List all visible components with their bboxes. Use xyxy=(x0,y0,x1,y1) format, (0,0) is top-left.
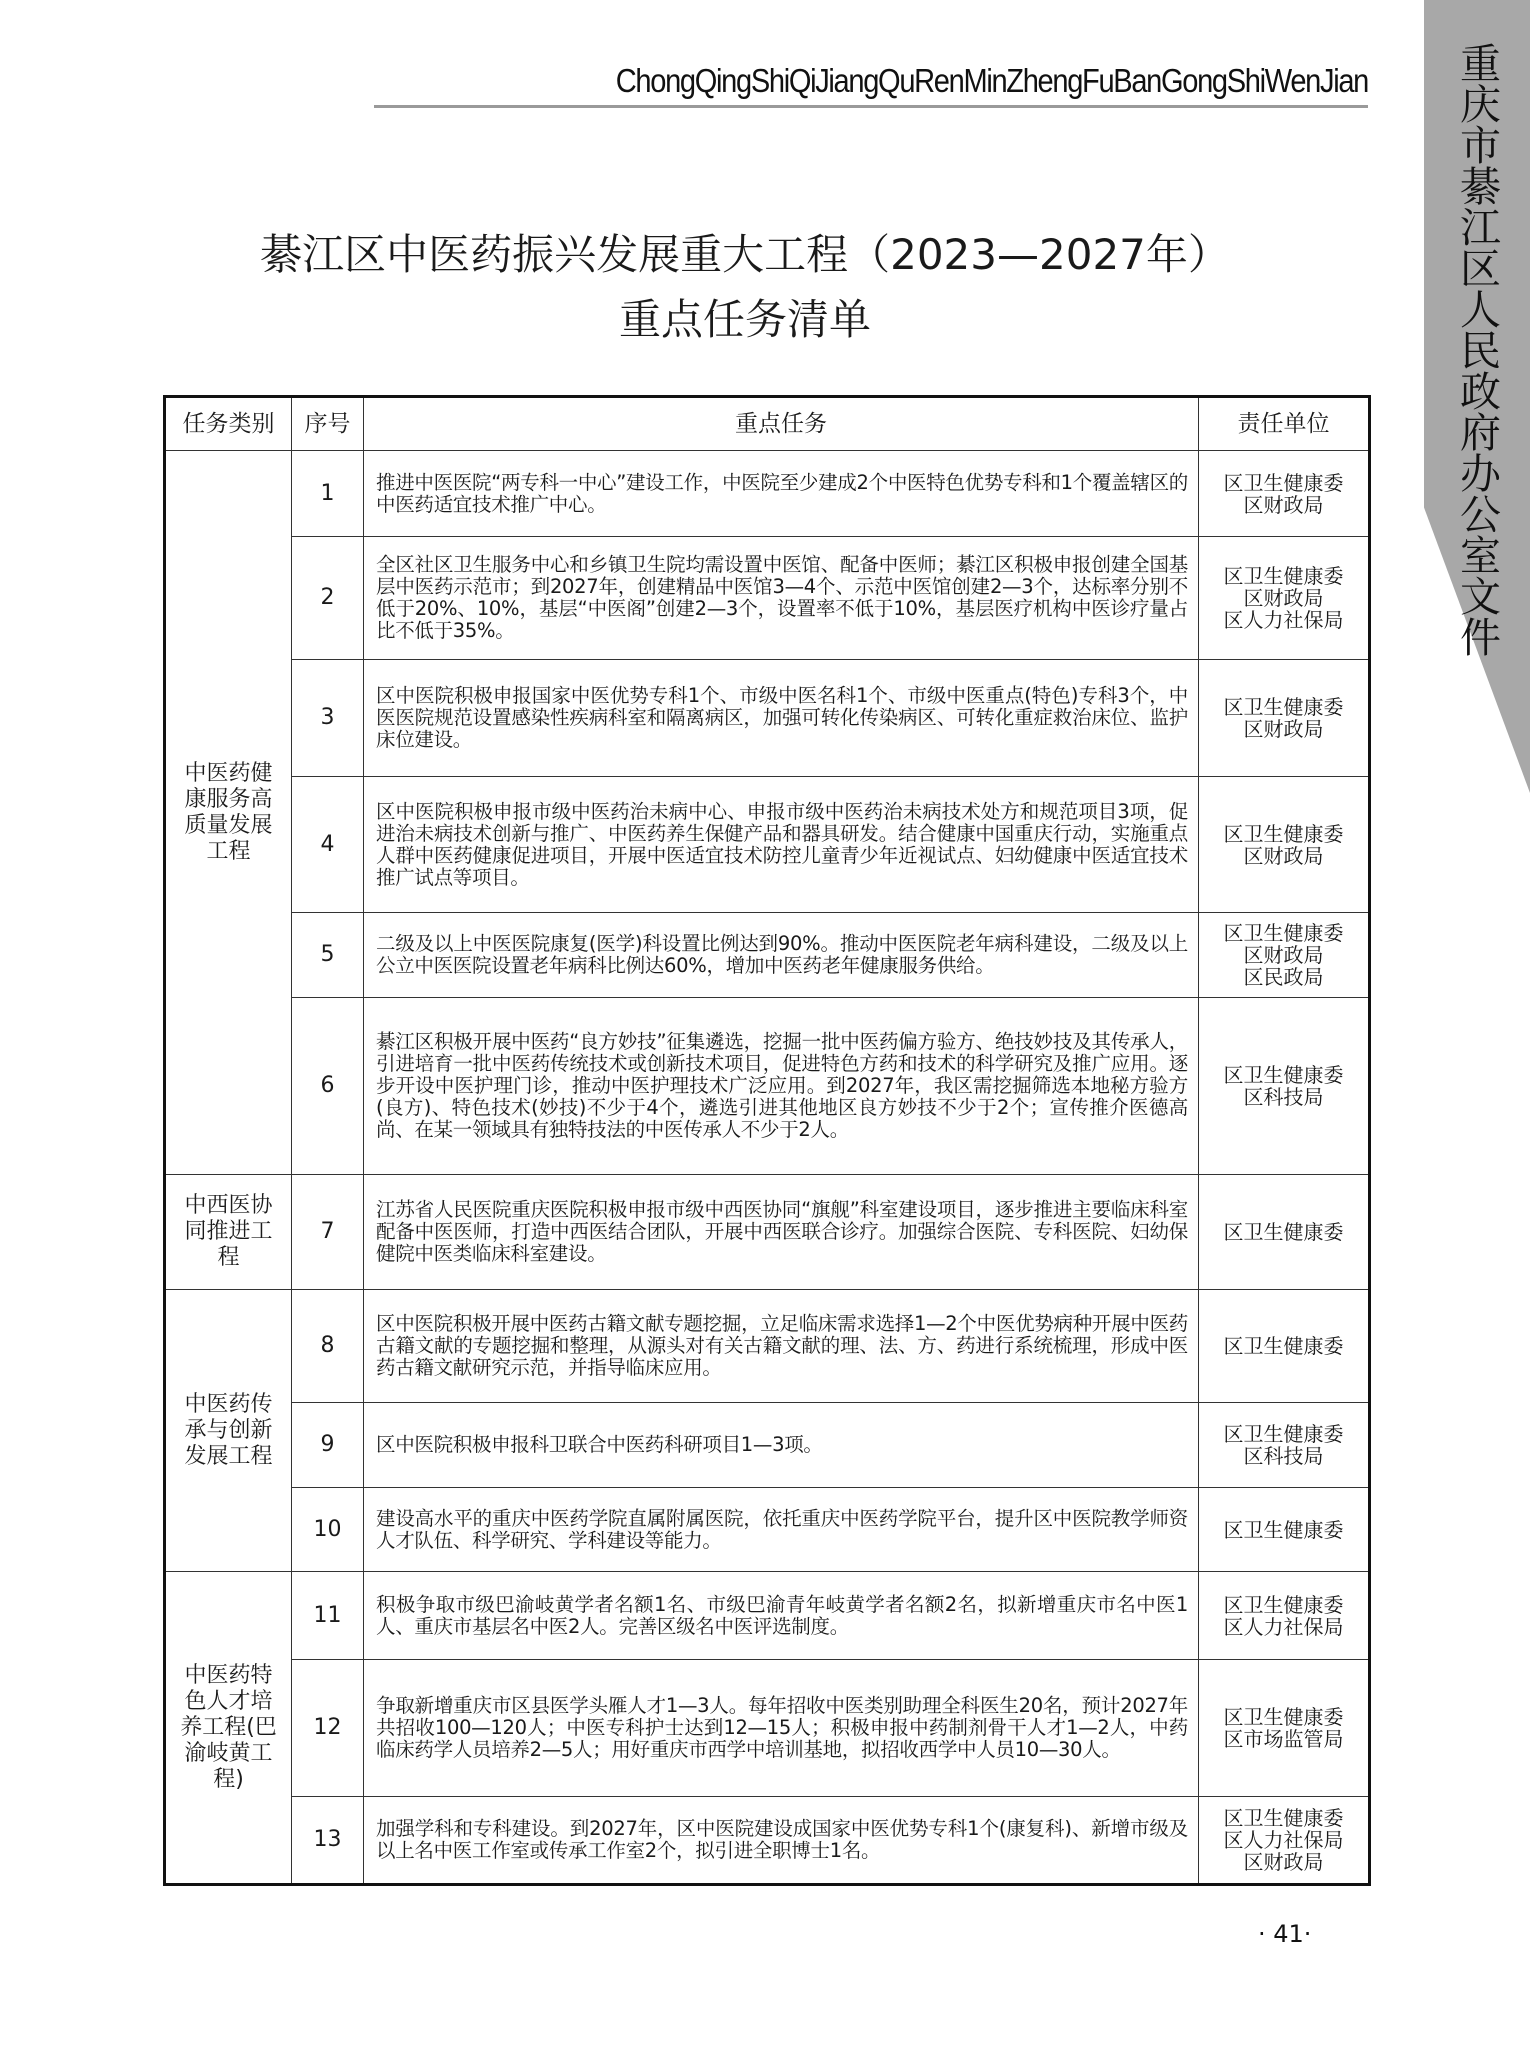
header-task: 重点任务 xyxy=(364,397,1199,451)
responsible-units xyxy=(1199,1488,1370,1572)
table-row xyxy=(165,1797,1370,1885)
table-row xyxy=(165,998,1370,1175)
category-cell: 中医药健康服务高质量发展工程 xyxy=(165,451,292,1175)
task-text: 推进中医医院“两专科一中心”建设工作，中医院至少建成2个中医特色优势专科和1个覆盖辖区的中医药适宜技术推广中心。 xyxy=(364,451,1199,537)
table-row xyxy=(165,1290,1370,1403)
unit: 区卫生健康委 xyxy=(1223,1806,1344,1830)
category-cell: 中医药特色人才培养工程(巴渝岐黄工程) xyxy=(165,1572,292,1885)
unit: 区财政局 xyxy=(1243,586,1324,610)
unit: 区财政局 xyxy=(1243,1850,1324,1874)
task-text: 争取新增重庆市区县医学头雁人才1—3人。每年招收中医类别助理全科医生20名，预计2027年共招收100—120人；中医专科护士达到12—15人；积极申报中药制剂骨干人才1—2人，中药临床药学人员培养2—5人；用好重庆市西学中培训基地，拟招收西学中人员10—30人。 xyxy=(364,1660,1199,1797)
task-text: 区中医院积极开展中医药古籍文献专题挖掘，立足临床需求选择1—2个中医优势病种开展中医药古籍文献的专题挖掘和整理，从源头对有关古籍文献的理、法、方、药进行系统梳理，形成中医药古籍文献研究示范，并指导临床应用。 xyxy=(364,1290,1199,1403)
unit: 区卫生健康委 xyxy=(1223,564,1344,588)
unit: 区财政局 xyxy=(1243,943,1324,967)
category-cell: 中西医协同推进工程 xyxy=(165,1175,292,1290)
task-text: 区中医院积极申报科卫联合中医药科研项目1—3项。 xyxy=(364,1403,1199,1488)
task-text: 加强学科和专科建设。到2027年，区中医院建设成国家中医优势专科1个(康复科)、新增市级及以上名中医工作室或传承工作室2个，拟引进全职博士1名。 xyxy=(364,1797,1199,1885)
responsible-units xyxy=(1199,1403,1370,1488)
document-subtitle: 重点任务清单 xyxy=(618,295,871,344)
table-row xyxy=(165,1660,1370,1797)
task-text: 綦江区积极开展中医药“良方妙技”征集遴选，挖掘一批中医药偏方验方、绝技妙技及其传承人，引进培育一批中医药传统技术或创新技术项目，促进特色方药和技术的科学研究及推广应用。逐步开设中医护理门诊，推动中医护理技术广泛应用。到2027年，我区需挖掘筛选本地秘方验方(良方)、特色技术(妙技)不少于4个，遴选引进其他地区良方妙技不少于2个；宣传推介医德高尚、在某一领域具有独特技法的中医传承人不少于2人。 xyxy=(364,998,1199,1175)
table-row xyxy=(165,660,1370,777)
unit: 区卫生健康委 xyxy=(1223,921,1344,945)
table-row xyxy=(165,1488,1370,1572)
responsible-units xyxy=(1199,1660,1370,1797)
unit: 区财政局 xyxy=(1243,717,1324,741)
responsible-units xyxy=(1199,451,1370,537)
responsible-units xyxy=(1199,660,1370,777)
row-number: 5 xyxy=(292,913,364,998)
table-row xyxy=(165,1572,1370,1660)
responsible-units xyxy=(1199,913,1370,998)
row-number: 6 xyxy=(292,998,364,1175)
unit: 区卫生健康委 xyxy=(1223,1592,1344,1617)
task-text: 全区社区卫生服务中心和乡镇卫生院均需设置中医馆、配备中医师；綦江区积极申报创建全国基层中医药示范市；到2027年，创建精品中医馆3—4个、示范中医馆创建2—3个，达标率分别不低于20%、10%，基层“中医阁”创建2—3个，设置率不低于10%，基层医疗机构中医诊疗量占比不低于35%。 xyxy=(364,537,1199,660)
row-number: 8 xyxy=(292,1290,364,1403)
table-header-row xyxy=(165,397,1370,451)
unit: 区财政局 xyxy=(1243,843,1324,868)
unit: 区卫生健康委 xyxy=(1223,1220,1344,1244)
table-row xyxy=(165,537,1370,660)
unit: 区人力社保局 xyxy=(1223,608,1344,632)
header-number: 序号 xyxy=(292,397,364,451)
unit: 区市场监管局 xyxy=(1223,1727,1344,1751)
task-text: 区中医院积极申报市级中医药治未病中心、申报市级中医药治未病技术处方和规范项目3项，促进治未病技术创新与推广、中医药养生保健产品和器具研发。结合健康中国重庆行动，实施重点人群中医药健康促进项目，开展中医适宜技术防控儿童青少年近视试点、妇幼健康中医适宜技术推广试点等项目。 xyxy=(364,777,1199,913)
table-row xyxy=(165,1175,1370,1290)
unit: 区人力社保局 xyxy=(1223,1828,1344,1852)
responsible-units xyxy=(1199,1797,1370,1885)
table-row xyxy=(165,1403,1370,1488)
responsible-units xyxy=(1199,998,1370,1175)
unit: 区科技局 xyxy=(1243,1444,1324,1468)
unit: 区卫生健康委 xyxy=(1223,1334,1344,1358)
table-row xyxy=(165,777,1370,913)
document-title: 綦江区中医药振兴发展重大工程（2023—2027年） xyxy=(260,230,1230,279)
unit: 区财政局 xyxy=(1243,492,1324,517)
responsible-units xyxy=(1199,537,1370,660)
task-text: 二级及以上中医医院康复(医学)科设置比例达到90%。推动中医医院老年病科建设，二级及以上公立中医医院设置老年病科比例达60%，增加中医药老年健康服务供给。 xyxy=(364,913,1199,998)
unit: 区卫生健康委 xyxy=(1223,1517,1344,1542)
header-category: 任务类别 xyxy=(165,397,292,451)
row-number: 11 xyxy=(292,1572,364,1660)
page-number: · 41· xyxy=(1258,1920,1312,1948)
unit: 区卫生健康委 xyxy=(1223,1063,1344,1087)
unit: 区卫生健康委 xyxy=(1223,695,1344,719)
unit: 区卫生健康委 xyxy=(1223,821,1344,846)
unit: 区科技局 xyxy=(1243,1085,1324,1109)
side-tab-label: 重庆市綦江区人民政府办公室文件 xyxy=(1453,42,1501,657)
header-unit: 责任单位 xyxy=(1199,397,1370,451)
task-table xyxy=(163,395,1371,1886)
unit: 区卫生健康委 xyxy=(1223,1705,1344,1729)
unit: 区人力社保局 xyxy=(1223,1614,1344,1639)
row-number: 12 xyxy=(292,1660,364,1797)
header-rule xyxy=(374,105,1368,108)
task-text: 区中医院积极申报国家中医优势专科1个、市级中医名科1个、市级中医重点(特色)专科3个，中医医院规范设置感染性疾病科室和隔离病区，加强可转化传染病区、可转化重症救治床位、监护床位建设。 xyxy=(364,660,1199,777)
row-number: 9 xyxy=(292,1403,364,1488)
task-text: 建设高水平的重庆中医药学院直属附属医院，依托重庆中医药学院平台，提升区中医院教学师资人才队伍、科学研究、学科建设等能力。 xyxy=(364,1488,1199,1572)
row-number: 13 xyxy=(292,1797,364,1885)
row-number: 1 xyxy=(292,451,364,537)
row-number: 4 xyxy=(292,777,364,913)
unit: 区卫生健康委 xyxy=(1223,470,1344,495)
responsible-units xyxy=(1199,1175,1370,1290)
table-row xyxy=(165,913,1370,998)
row-number: 7 xyxy=(292,1175,364,1290)
running-header: ChongQingShiQiJiangQuRenMinZhengFuBanGongShiWenJian xyxy=(615,62,1368,99)
task-text: 江苏省人民医院重庆医院积极申报市级中西医协同“旗舰”科室建设项目，逐步推进主要临床科室配备中医医师，打造中西医结合团队，开展中西医联合诊疗。加强综合医院、专科医院、妇幼保健院中医类临床科室建设。 xyxy=(364,1175,1199,1290)
table-row xyxy=(165,451,1370,537)
responsible-units xyxy=(1199,1572,1370,1660)
responsible-units xyxy=(1199,1290,1370,1403)
unit: 区民政局 xyxy=(1243,965,1324,989)
row-number: 3 xyxy=(292,660,364,777)
task-text: 积极争取市级巴渝岐黄学者名额1名、市级巴渝青年岐黄学者名额2名，拟新增重庆市名中医1人、重庆市基层名中医2人。完善区级名中医评选制度。 xyxy=(364,1572,1199,1660)
row-number: 2 xyxy=(292,537,364,660)
category-cell: 中医药传承与创新发展工程 xyxy=(165,1290,292,1572)
responsible-units xyxy=(1199,777,1370,913)
row-number: 10 xyxy=(292,1488,364,1572)
unit: 区卫生健康委 xyxy=(1223,1422,1344,1446)
